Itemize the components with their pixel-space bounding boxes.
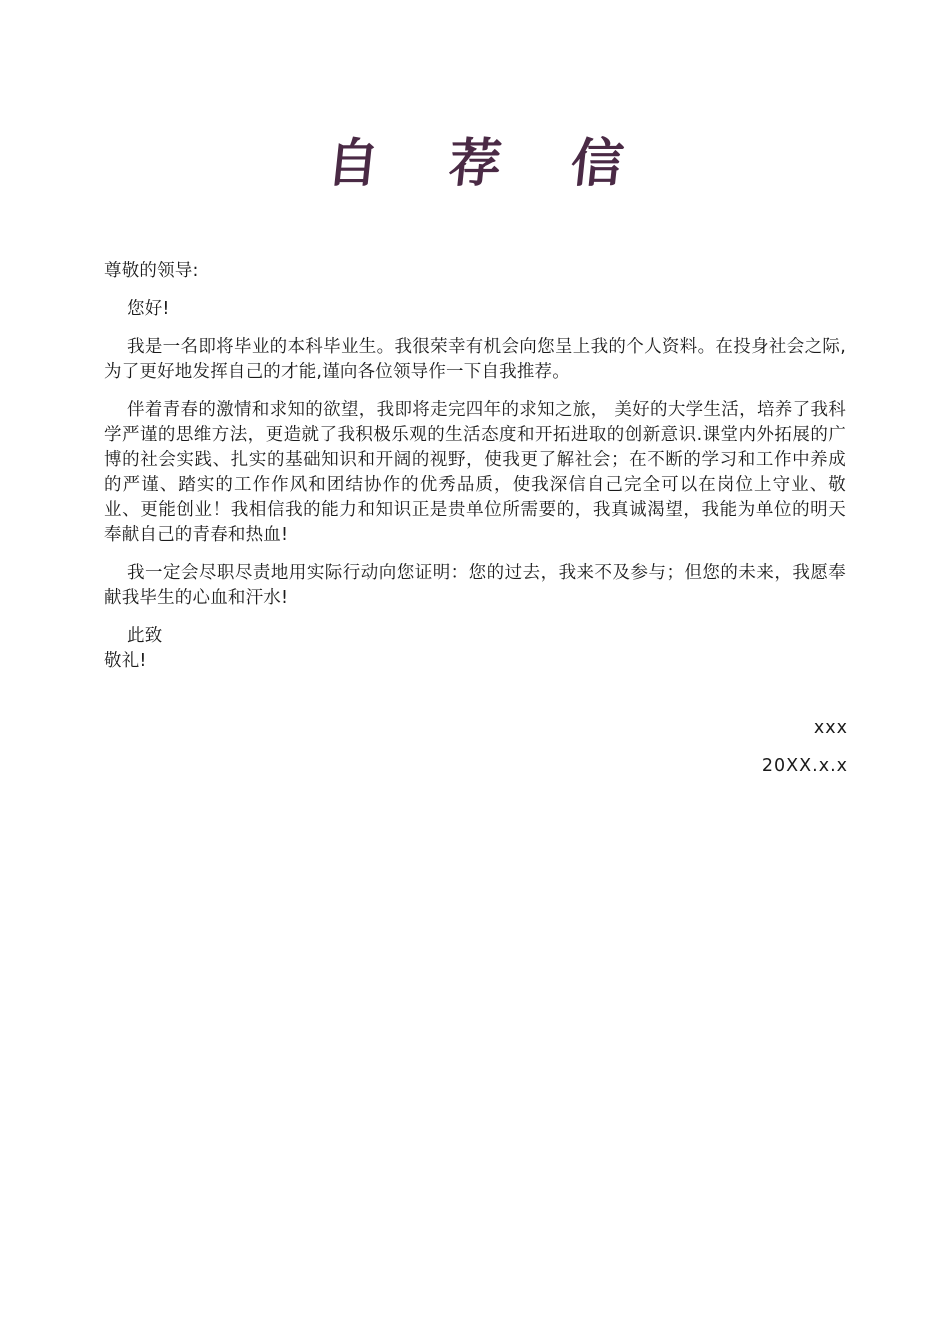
letter-body — [104, 259, 846, 674]
paragraph-experience: 伴着青春的激情和求知的欲望，我即将走完四年的求知之旅， 美好的大学生活，培养了我科学严谨的思维方法，更造就了我积极乐观的生活态度和开拓进取的创新意识.课堂内外拓展的广博的社会实践、扎实的基础知识和开阔的视野，使我更了解社会；在不断的学习和工作中养成的严谨、踏实的工作作风和团结协作的优秀品质，使我深信自己完全可以在岗位上守业、敬业、更能创业！我相信我的能力和知识正是贵单位所需要的，我真诚渴望，我能为单位的明天奉献自己的青春和热血! — [104, 400, 846, 545]
closing-line-1: 此致 — [127, 626, 163, 646]
paragraph-intro: 我是一名即将毕业的本科毕业生。我很荣幸有机会向您呈上我的个人资料。在投身社会之际,为了更好地发挥自己的才能,谨向各位领导作一下自我推荐。 — [104, 337, 846, 382]
salutation: 尊敬的领导: — [104, 261, 199, 281]
closing-line-2: 敬礼! — [104, 651, 147, 671]
letter-title: 自 荐 信 — [323, 133, 653, 194]
paragraph-commitment: 我一定会尽职尽责地用实际行动向您证明：您的过去，我来不及参与；但您的未来，我愿奉献我毕生的心血和汗水! — [104, 563, 846, 608]
greeting: 您好! — [127, 299, 170, 319]
signature: xxx — [813, 718, 848, 738]
letter-date: 20XX.x.x — [761, 756, 848, 776]
